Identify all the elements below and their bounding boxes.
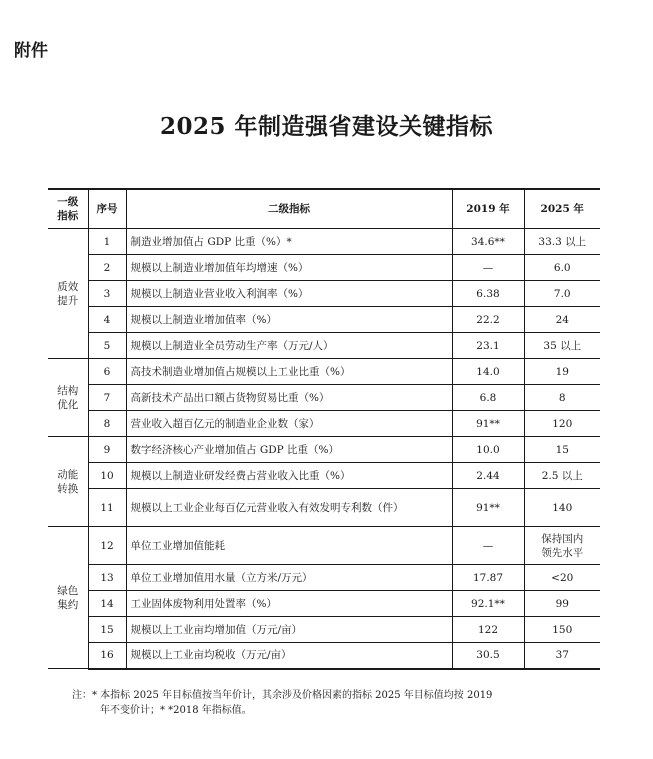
category-cell — [48, 437, 88, 527]
value-2019: 91** — [452, 411, 524, 437]
row-number: 11 — [88, 489, 126, 527]
value-2019: 23.1 — [452, 333, 524, 359]
indicator-name: 制造业增加值占 GDP 比重（%）* — [126, 229, 452, 255]
value-2025: 保持国内 领先水平 — [524, 527, 600, 565]
value-2019: 92.1** — [452, 591, 524, 617]
value-2019: 34.6** — [452, 229, 524, 255]
indicator-name: 规模以上工业亩均增加值（万元/亩） — [126, 617, 452, 643]
header-level2: 二级指标 — [126, 189, 452, 229]
value-2025: 7.0 — [524, 281, 600, 307]
header-2025: 2025 年 — [524, 189, 600, 229]
row-number: 1 — [88, 229, 126, 255]
table-row — [48, 617, 600, 643]
row-number: 9 — [88, 437, 126, 463]
table-row — [48, 385, 600, 411]
value-2025: 24 — [524, 307, 600, 333]
value-2025: 120 — [524, 411, 600, 437]
table-row — [48, 527, 600, 565]
value-2019: 6.38 — [452, 281, 524, 307]
value-2025: 6.0 — [524, 255, 600, 281]
header-2019: 2019 年 — [452, 189, 524, 229]
value-2025: 2.5 以上 — [524, 463, 600, 489]
row-number: 7 — [88, 385, 126, 411]
table-row — [48, 255, 600, 281]
indicator-name: 工业固体废物利用处置率（%） — [126, 591, 452, 617]
value-2019: 10.0 — [452, 437, 524, 463]
table-header-row — [48, 189, 600, 229]
header-no: 序号 — [88, 189, 126, 229]
value-2019: 2.44 — [452, 463, 524, 489]
category-label: 动能 转换 — [57, 468, 79, 495]
value-2019: 91** — [452, 489, 524, 527]
indicator-name: 高新技术产品出口额占货物贸易比重（%） — [126, 385, 452, 411]
value-2019: 14.0 — [452, 359, 524, 385]
footnote-line-2: 年不变价计；* *2018 年指标值。 — [100, 705, 252, 716]
row-number: 8 — [88, 411, 126, 437]
key-indicators-table — [48, 188, 600, 670]
table-row — [48, 565, 600, 591]
indicator-name: 规模以上制造业增加值年均增速（%） — [126, 255, 452, 281]
table-row — [48, 229, 600, 255]
footnote — [72, 688, 612, 718]
indicator-name: 规模以上制造业研发经费占营业收入比重（%） — [126, 463, 452, 489]
value-2019: 22.2 — [452, 307, 524, 333]
category-label: 质效 提升 — [57, 280, 79, 307]
row-number: 10 — [88, 463, 126, 489]
table-row — [48, 359, 600, 385]
table-row — [48, 437, 600, 463]
row-number: 13 — [88, 565, 126, 591]
indicator-name: 规模以上制造业增加值率（%） — [126, 307, 452, 333]
value-2025: 35 以上 — [524, 333, 600, 359]
indicator-name: 规模以上工业企业每百亿元营业收入有效发明专利数（件） — [126, 489, 452, 527]
row-number: 3 — [88, 281, 126, 307]
row-number: 12 — [88, 527, 126, 565]
table-row — [48, 591, 600, 617]
category-label: 结构 优化 — [57, 384, 79, 411]
value-2025: 140 — [524, 489, 600, 527]
table-body — [48, 229, 600, 669]
value-2025: 8 — [524, 385, 600, 411]
value-2025: 33.3 以上 — [524, 229, 600, 255]
table-row — [48, 333, 600, 359]
value-2019: 30.5 — [452, 643, 524, 669]
row-number: 14 — [88, 591, 126, 617]
table-row — [48, 463, 600, 489]
row-number: 16 — [88, 643, 126, 669]
footnote-line-1: 注：* 本指标 2025 年目标值按当年价计，其余涉及价格因素的指标 2025 年目标值均按 2019 — [72, 690, 493, 701]
value-2025: 19 — [524, 359, 600, 385]
value-2025: 15 — [524, 437, 600, 463]
row-number: 5 — [88, 333, 126, 359]
category-cell — [48, 527, 88, 669]
table-row — [48, 411, 600, 437]
value-2019: 6.8 — [452, 385, 524, 411]
category-cell — [48, 359, 88, 437]
row-number: 2 — [88, 255, 126, 281]
category-label: 绿色 集约 — [57, 584, 79, 611]
indicator-name: 规模以上制造业全员劳动生产率（万元/人） — [126, 333, 452, 359]
indicator-name: 高技术制造业增加值占规模以上工业比重（%） — [126, 359, 452, 385]
header-level1 — [48, 189, 88, 229]
table-row — [48, 281, 600, 307]
attachment-label: 附件 — [14, 41, 48, 61]
value-2025: 37 — [524, 643, 600, 669]
document-title: 2025 年制造强省建设关键指标 — [159, 113, 494, 140]
table-row — [48, 489, 600, 527]
indicator-name: 规模以上制造业营业收入利润率（%） — [126, 281, 452, 307]
indicator-name: 规模以上工业亩均税收（万元/亩） — [126, 643, 452, 669]
category-cell — [48, 229, 88, 359]
value-2019: 17.87 — [452, 565, 524, 591]
value-2019: — — [452, 255, 524, 281]
row-number: 15 — [88, 617, 126, 643]
value-2025: <20 — [524, 565, 600, 591]
value-2019: 122 — [452, 617, 524, 643]
indicator-name: 数字经济核心产业增加值占 GDP 比重（%） — [126, 437, 452, 463]
value-2019: — — [452, 527, 524, 565]
value-2025: 150 — [524, 617, 600, 643]
row-number: 6 — [88, 359, 126, 385]
value-2025: 99 — [524, 591, 600, 617]
indicator-name: 单位工业增加值能耗 — [126, 527, 452, 565]
header-level1-text: 一级 指标 — [57, 196, 79, 222]
table-row — [48, 307, 600, 333]
indicator-name: 单位工业增加值用水量（立方米/万元） — [126, 565, 452, 591]
indicator-name: 营业收入超百亿元的制造业企业数（家） — [126, 411, 452, 437]
table-row — [48, 643, 600, 669]
row-number: 4 — [88, 307, 126, 333]
